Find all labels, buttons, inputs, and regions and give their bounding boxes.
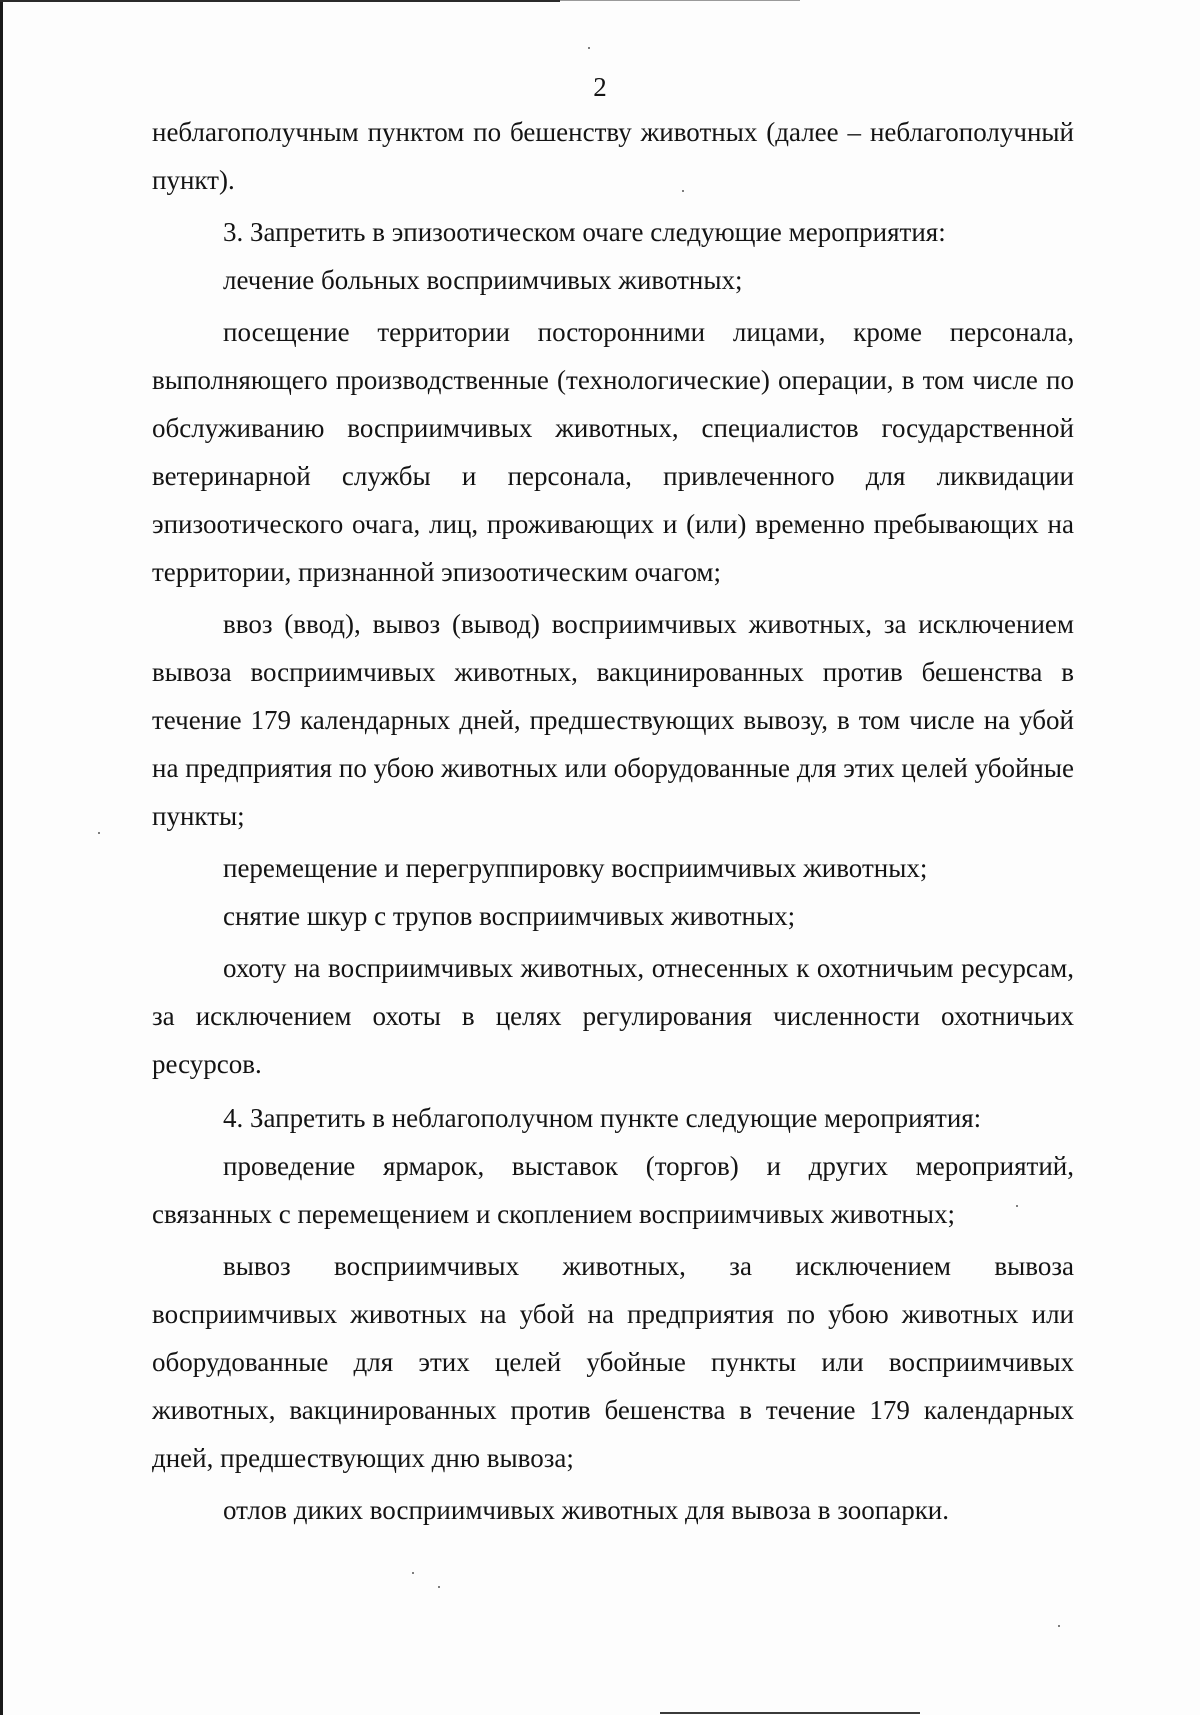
scan-speck: [1058, 1625, 1060, 1627]
paragraph: 3. Запретить в эпизоотическом очаге следующие мероприятия:: [223, 217, 946, 247]
scan-edge-top: [0, 0, 560, 2]
scan-speck: [98, 832, 100, 834]
paragraph: перемещение и перегруппировку восприимчивых животных;: [223, 853, 928, 883]
scan-edge-bottom: [660, 1712, 920, 1714]
paragraph: неблагополучным пунктом по бешенству животных (далее – неблагополучный пункт).: [152, 117, 1074, 195]
paragraph: 4. Запретить в неблагополучном пункте следующие мероприятия:: [223, 1103, 982, 1133]
paragraph: вывоз восприимчивых животных, за исключением вывоза восприимчивых животных на убой на предприятия по убою животных или оборудованные для этих целей убойные пункты или восприимчивых животных, вакцинированных против бешенства в течение 179 календарных дней, предшествующих дню вывоза;: [152, 1251, 1074, 1473]
paragraph: охоту на восприимчивых животных, отнесенных к охотничьим ресурсам, за исключением охоты в целях регулирования численности охотничьих ресурсов.: [152, 953, 1074, 1079]
paragraph: посещение территории посторонними лицами, кроме персонала, выполняющего производственные (технологические) операции, в том числе по обслуживанию восприимчивых животных, специалистов государственной ветеринарной службы и персонала, привлеченного для ликвидации эпизоотического очага, лиц, проживающих и (или) временно пребывающих на территории, признанной эпизоотическим очагом;: [152, 317, 1074, 587]
scan-edge-left: [0, 0, 3, 1715]
scan-speck: [588, 47, 590, 49]
paragraph: ввоз (ввод), вывоз (вывод) восприимчивых животных, за исключением вывоза восприимчивых животных, вакцинированных против бешенства в течение 179 календарных дней, предшествующих вывозу, в том числе на убой на предприятия по убою животных или оборудованные для этих целей убойные пункты;: [152, 609, 1074, 831]
document-body: [152, 108, 1074, 1534]
paragraph: снятие шкур с трупов восприимчивых животных;: [223, 901, 796, 931]
scan-speck: [438, 1586, 440, 1588]
scan-edge-top-right: [560, 0, 800, 1]
page-number: 2: [593, 72, 607, 102]
scan-speck: [412, 1572, 414, 1574]
paragraph: отлов диких восприимчивых животных для вывоза в зоопарки.: [223, 1495, 950, 1525]
paragraph: лечение больных восприимчивых животных;: [223, 265, 743, 295]
paragraph: проведение ярмарок, выставок (торгов) и других мероприятий, связанных с перемещением и скоплением восприимчивых животных;: [152, 1151, 1074, 1229]
